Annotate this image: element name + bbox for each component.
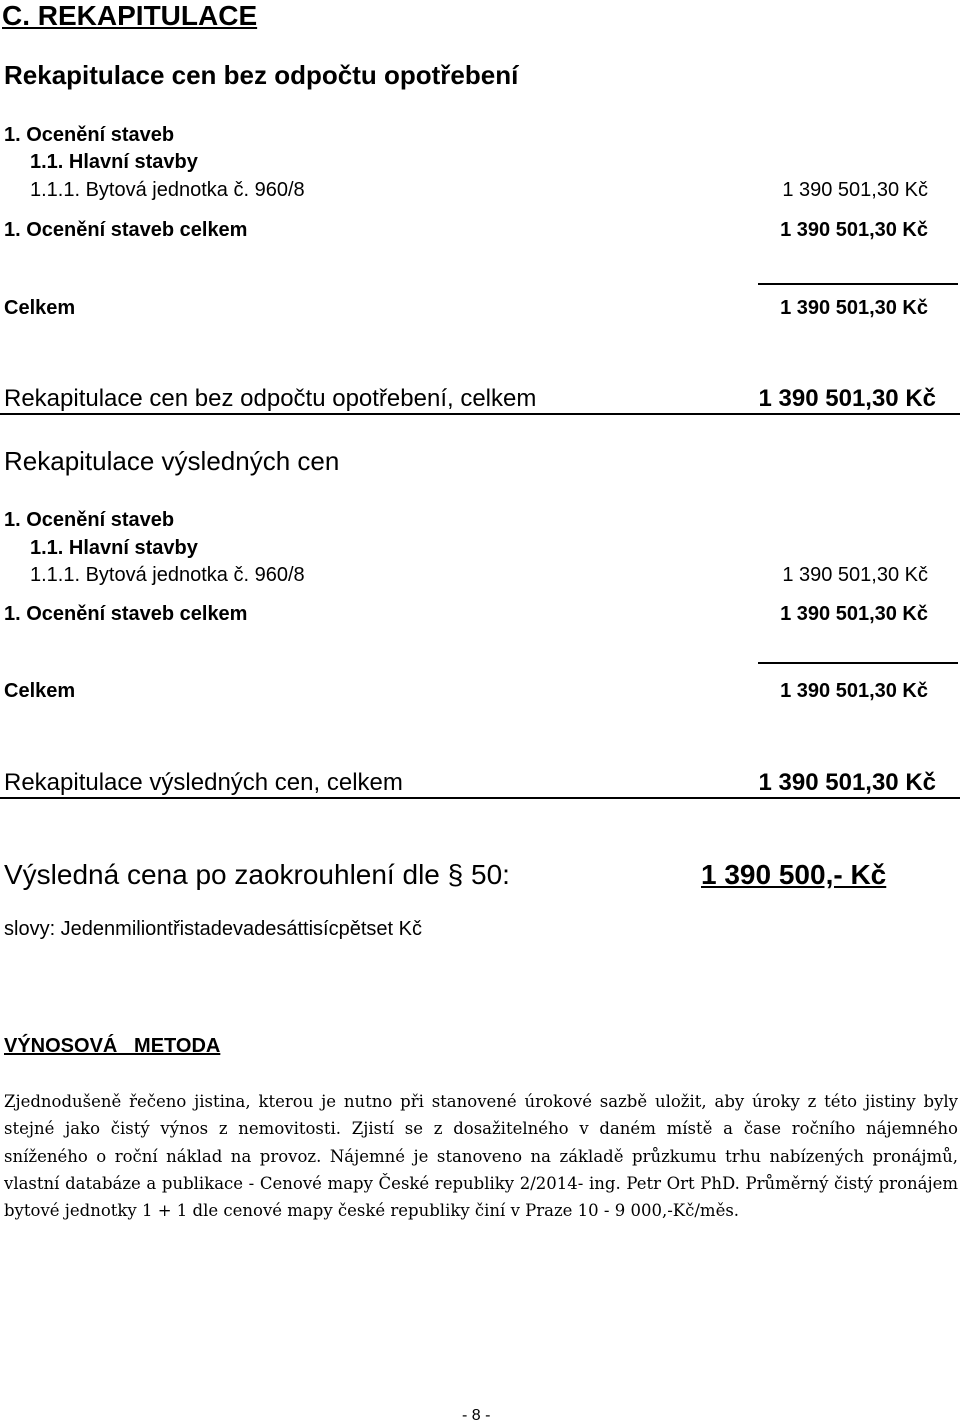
section2-grand-value: 1 390 501,30 Kč [758,769,936,796]
section2-total-label: Celkem [4,680,76,702]
yield-line: Zjednodušeně řečeno jistina, kterou je nutno při stanovené úrokové sazbě uložit, aby úroky z této [4,1092,858,1111]
section2-item-value: 1 390 501,30 Kč [782,564,928,586]
section1-title: Rekapitulace cen bez odpočtu opotřebení [4,60,519,90]
yield-line: ročního nájemného sníženého o roční náklad na provoz. Nájemné je stanoveno na základě průzkumu [4,1119,958,1166]
section1-sum-rule [758,283,958,285]
result-label: Výsledná cena po zaokrouhlení dle § 50: [4,859,510,890]
section1-total-label: Celkem [4,297,76,319]
section2-total-value: 1 390 501,30 Kč [780,680,928,702]
section1-grand-value: 1 390 501,30 Kč [758,385,936,412]
result-value: 1 390 500,- Kč [701,859,887,890]
section2-grand-rule [0,797,960,799]
section1-grand-label: Rekapitulace cen bez odpočtu opotřebení, celkem [4,385,537,412]
section1-grand-rule [0,413,960,415]
section2-item-label: 1.1.1. Bytová jednotka č. 960/8 [30,564,305,586]
yield-line: ing. Petr Ort PhD. Průměrný čistý pronájem bytové jednotky 1 + 1 dle cenové mapy české [4,1173,958,1221]
yield-line: jistiny byly stejné jako čistý výnos z nemovitosti. Zjistí se z dosažitelného v daném místě a čase [4,1092,959,1139]
yield-method-paragraph [4,1088,958,1224]
yield-method-title: VÝNOSOVÁ METODA [4,1035,221,1057]
page-number: - 8 - [462,1407,491,1424]
section2-sum-rule [758,662,958,664]
page-heading: C. REKAPITULACE [2,0,258,31]
section1-subtotal-label: 1. Ocenění staveb celkem [4,219,248,241]
yield-line: republiky činí v Praze 10 - 9 000,-Kč/měs. [390,1201,740,1221]
section1-level1: 1. Ocenění staveb [4,124,175,146]
section2-title: Rekapitulace výsledných cen [4,446,340,476]
section2-level1: 1. Ocenění staveb [4,509,175,531]
result-words: slovy: Jedenmiliontřistadevadesáttisícpětset Kč [4,918,422,940]
section2-subtotal-label: 1. Ocenění staveb celkem [4,603,248,625]
section1-item-value: 1 390 501,30 Kč [782,179,928,201]
yield-line: trhu nabízených pronájmů, vlastní databáze a publikace - Cenové mapy České republiky 2/2014- [4,1146,958,1193]
section1-total-value: 1 390 501,30 Kč [780,297,928,319]
section2-level2: 1.1. Hlavní stavby [30,537,198,559]
section1-item-label: 1.1.1. Bytová jednotka č. 960/8 [30,179,305,201]
section1-subtotal-value: 1 390 501,30 Kč [780,219,928,241]
section2-grand-label: Rekapitulace výsledných cen, celkem [4,769,403,796]
section2-subtotal-value: 1 390 501,30 Kč [780,603,928,625]
section1-level2: 1.1. Hlavní stavby [30,151,198,173]
